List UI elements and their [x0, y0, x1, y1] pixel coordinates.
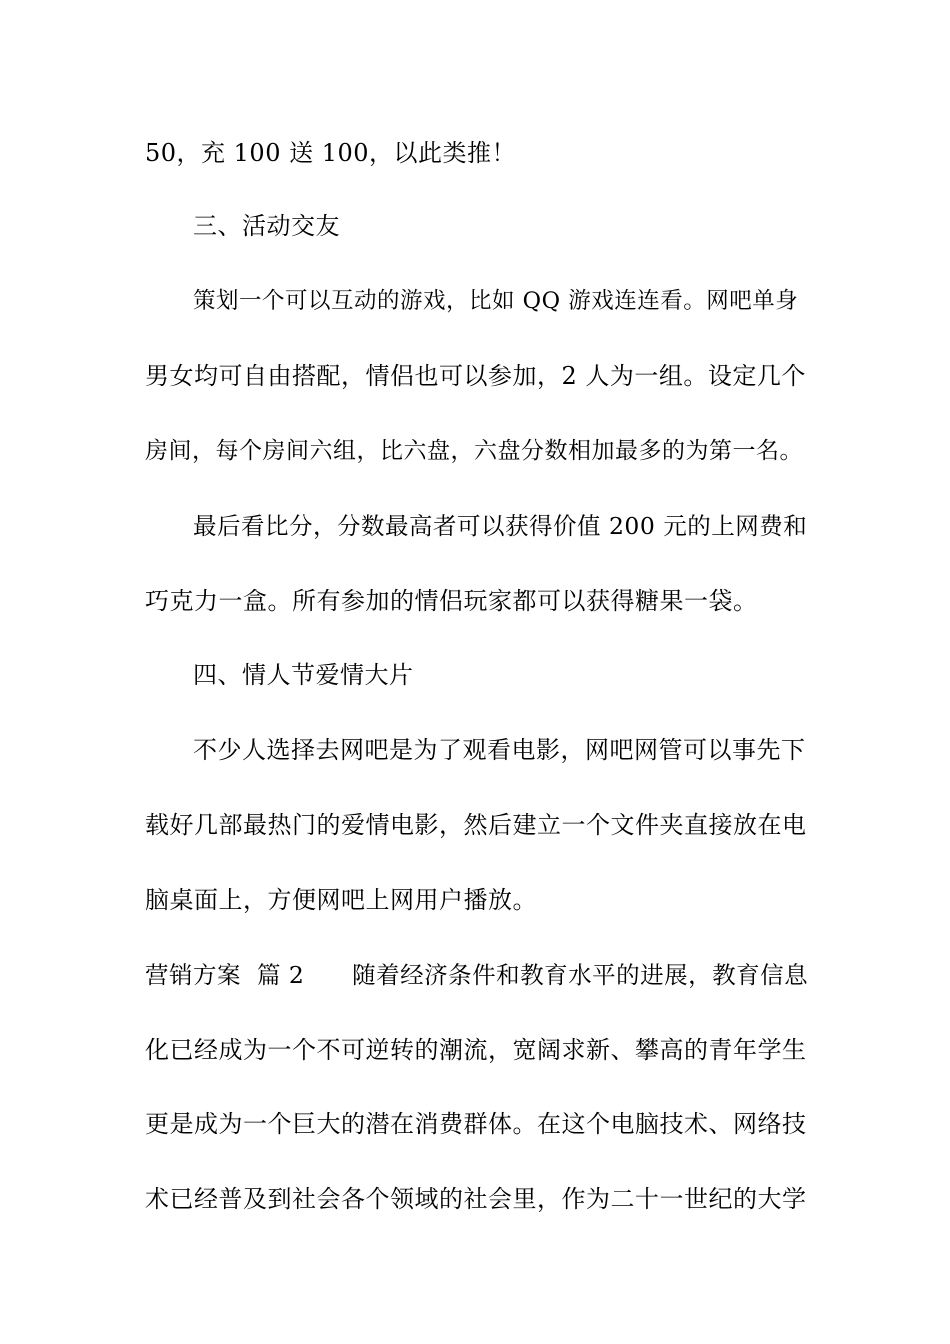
text-line-14: 更是成为一个巨大的潜在消费群体。在这个电脑技术、网络技 — [145, 1110, 807, 1138]
text-line-7: 巧克力一盒。所有参加的情侣玩家都可以获得糖果一袋。 — [145, 587, 758, 615]
text-line-5: 房间，每个房间六组，比六盘，六盘分数相加最多的为第一名。 — [145, 438, 803, 464]
section-heading-4: 四、情人节爱情大片 — [193, 661, 414, 689]
text-line-10: 载好几部最热门的爱情电影，然后建立一个文件夹直接放在电 — [145, 811, 807, 839]
text-line-15: 术已经普及到社会各个领域的社会里，作为二十一世纪的大学 — [145, 1185, 807, 1213]
section-heading-3: 三、活动交友 — [193, 212, 340, 240]
text-line-13: 化已经成为一个不可逆转的潮流，宽阔求新、攀高的青年学生 — [145, 1036, 807, 1064]
text-line-4: 男女均可自由搭配，情侣也可以参加，2 人为一组。设定几个 — [145, 362, 806, 390]
text-line-12: 营销方案 篇 2 随着经济条件和教育水平的进展，教育信息 — [145, 961, 809, 989]
text-line-1: 50，充 100 送 100，以此类推！ — [145, 139, 517, 167]
text-line-9: 不少人选择去网吧是为了观看电影，网吧网管可以事先下 — [193, 736, 806, 764]
text-line-11: 脑桌面上，方便网吧上网用户播放。 — [145, 886, 537, 914]
text-line-6: 最后看比分，分数最高者可以获得价值 200 元的上网费和 — [193, 512, 808, 540]
text-line-3: 策划一个可以互动的游戏，比如 QQ 游戏连连看。网吧单身 — [193, 288, 799, 314]
